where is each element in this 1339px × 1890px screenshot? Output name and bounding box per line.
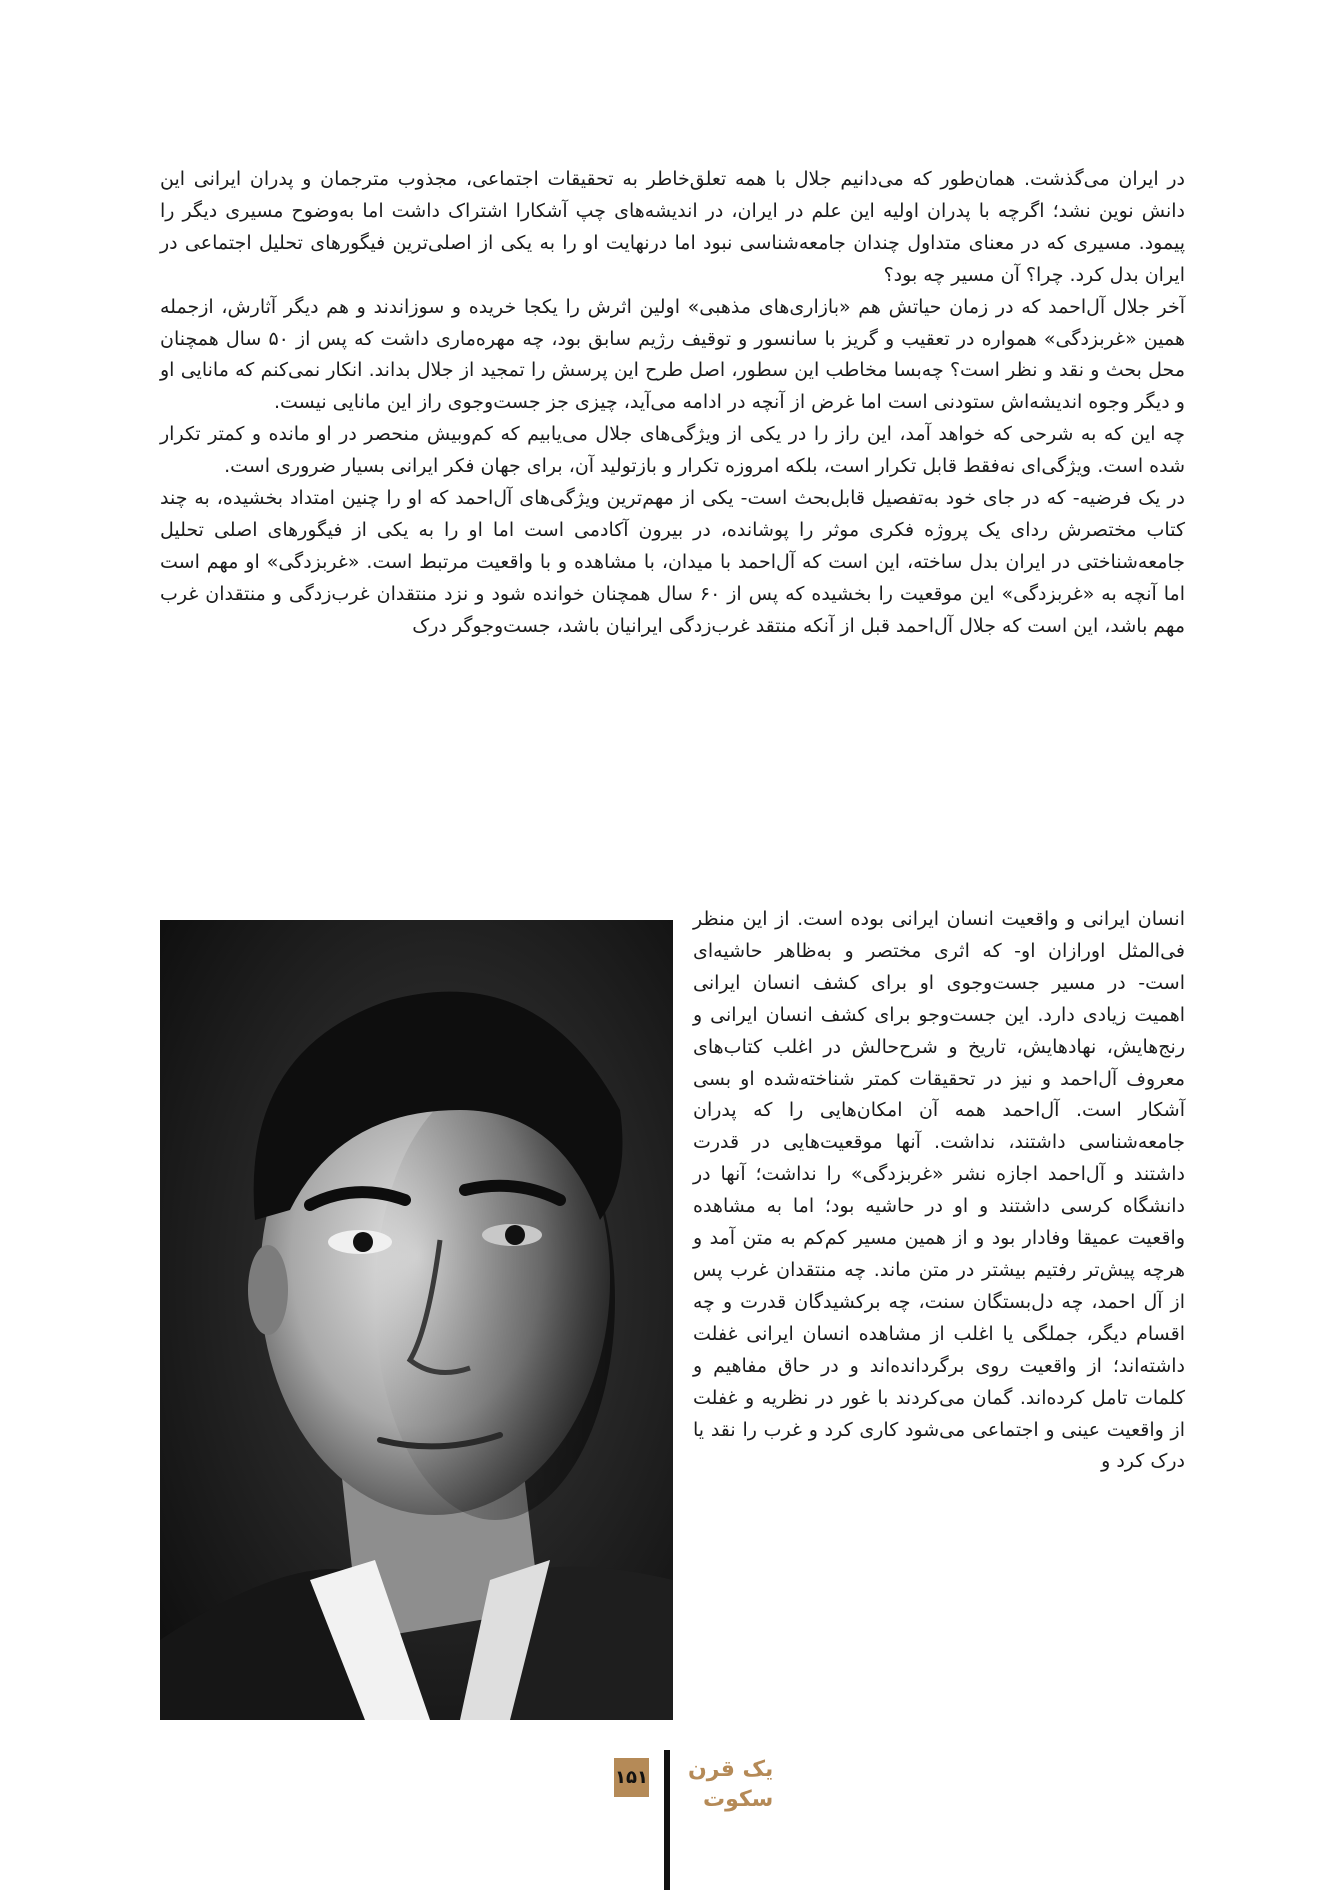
magazine-title-line: سکوت — [702, 1787, 774, 1812]
paragraph: در یک فرضیه- که در جای خود به‌تفصیل قابل‌بحث است- یکی از مهم‌ترین ویژگی‌های آل‌احمد که او را چنین امتداد بخشیده، به چند کتاب مختصرش ردای یک پروژه فکری موثر را پوشانده، در بیرون آکادمی است اما او را به یکی از فیگورهای اصلی تحلیل جامعه‌شناختی در ایران بدل ساخته، این است که آل‌احمد با میدان، با مشاهده و با واقعیت مرتبط است. «غربزدگی» او مهم است اما آنچه به «غربزدگی» این موقعیت را بخشیده که پس از ۶۰ سال همچنان خوانده شود و نزد منتقدان غرب‌زدگی و منتقدان غرب مهم باشد، این است که جلال آل‌احمد قبل از آنکه منتقد غرب‌زدگی ایرانیان باشد، جست‌وجوگر درک — [160, 487, 1185, 637]
magazine-title — [688, 1755, 773, 1815]
paragraph: چه این که به شرحی که خواهد آمد، این راز را در یکی از ویژگی‌های جلال می‌یابیم که کم‌وبیش منحصر در او مانده و کمتر تکرار شده است. ویژگی‌ای نه‌فقط قابل تکرار است، بلکه امروزه تکرار و بازتولید آن، برای جهان فکر ایرانی بسیار ضروری است. — [160, 423, 1185, 478]
page-number: ۱۵۱ — [614, 1758, 649, 1797]
portrait-photo — [160, 920, 673, 1720]
article-body-side — [693, 904, 1185, 1478]
footer-divider — [664, 1750, 670, 1890]
paragraph: در ایران می‌گذشت. همان‌طور که می‌دانیم جلال با همه تعلق‌خاطر به تحقیقات اجتماعی، مجذوب مترجمان و پدران ایرانی این دانش نوین نشد؛ اگرچه با پدران اولیه این علم در ایران، در اندیشه‌های چپ آشکارا اشتراک داشت اما به‌وضوح مسیری دیگر را پیمود. مسیری که در معنای متداول چندان جامعه‌شناسی نبود اما درنهایت او را به یکی از اصلی‌ترین فیگورهای تحلیل اجتماعی در ایران بدل کرد. چرا؟ آن مسیر چه بود؟ — [160, 168, 1185, 286]
paragraph: انسان ایرانی و واقعیت انسان ایرانی بوده است. از این منظر فی‌المثل اورازان او- که اثری مختصر و به‌ظاهر حاشیه‌ای است- در مسیر جست‌وجوی او برای کشف انسان ایرانی اهمیت زیادی دارد. این جست‌وجو برای کشف انسان ایرانی و رنج‌هایش، نهادهایش، تاریخ و شرح‌حالش در اغلب کتاب‌های معروف آل‌احمد و نیز در تحقیقات کمتر شناخته‌شده او بسی آشکار است. آل‌احمد همه آن امکان‌هایی را که پدران جامعه‌شناسی داشتند، نداشت. آنها موقعیت‌هایی در قدرت داشتند و آل‌احمد اجازه نشر «غربزدگی» را نداشت؛ آنها در دانشگاه کرسی داشتند و او در حاشیه بود؛ اما به مشاهده واقعیت عمیقا وفادار بود و از همین مسیر کم‌کم به متن آمد و هرچه پیش‌تر رفتیم بیشتر در متن ماند. چه منتقدان غرب پس از آل احمد، چه دل‌بستگان سنت، چه برکشیدگان قدرت و چه اقسام دیگر، جملگی یا اغلب از مشاهده انسان ایرانی غفلت داشته‌اند؛ از واقعیت روی برگردانده‌اند و در حاق مفاهیم و کلمات تامل کرده‌اند. گمان می‌کردند با غور در نظریه و غفلت از واقعیت عینی و اجتماعی می‌شود کاری کرد و غرب را نقد یا درک کرد و — [693, 908, 1185, 1473]
magazine-title-line: یک قرن — [688, 1757, 774, 1782]
article-body-top — [160, 164, 1185, 643]
portrait-illustration — [160, 920, 673, 1720]
paragraph: آخر جلال آل‌احمد که در زمان حیاتش هم «بازاری‌های مذهبی» اولین اثرش را یکجا خریده و سوزاندند و هم دیگر آثارش، ازجمله همین «غربزدگی» همواره در تعقیب و گریز با سانسور و توقیف رژیم سابق بود، چه مهره‌ماری داشت که پس از ۵۰ سال همچنان محل بحث و نقد و نظر است؟ چه‌بسا مخاطب این سطور، اصل طرح این پرسش را تمجید از جلال بداند. انکار نمی‌کنم که مانایی او و دیگر وجوه اندیشه‌اش ستودنی است اما غرض از آنچه در ادامه می‌آید، چیزی جز جست‌وجوی راز این مانایی نیست. — [160, 295, 1185, 414]
